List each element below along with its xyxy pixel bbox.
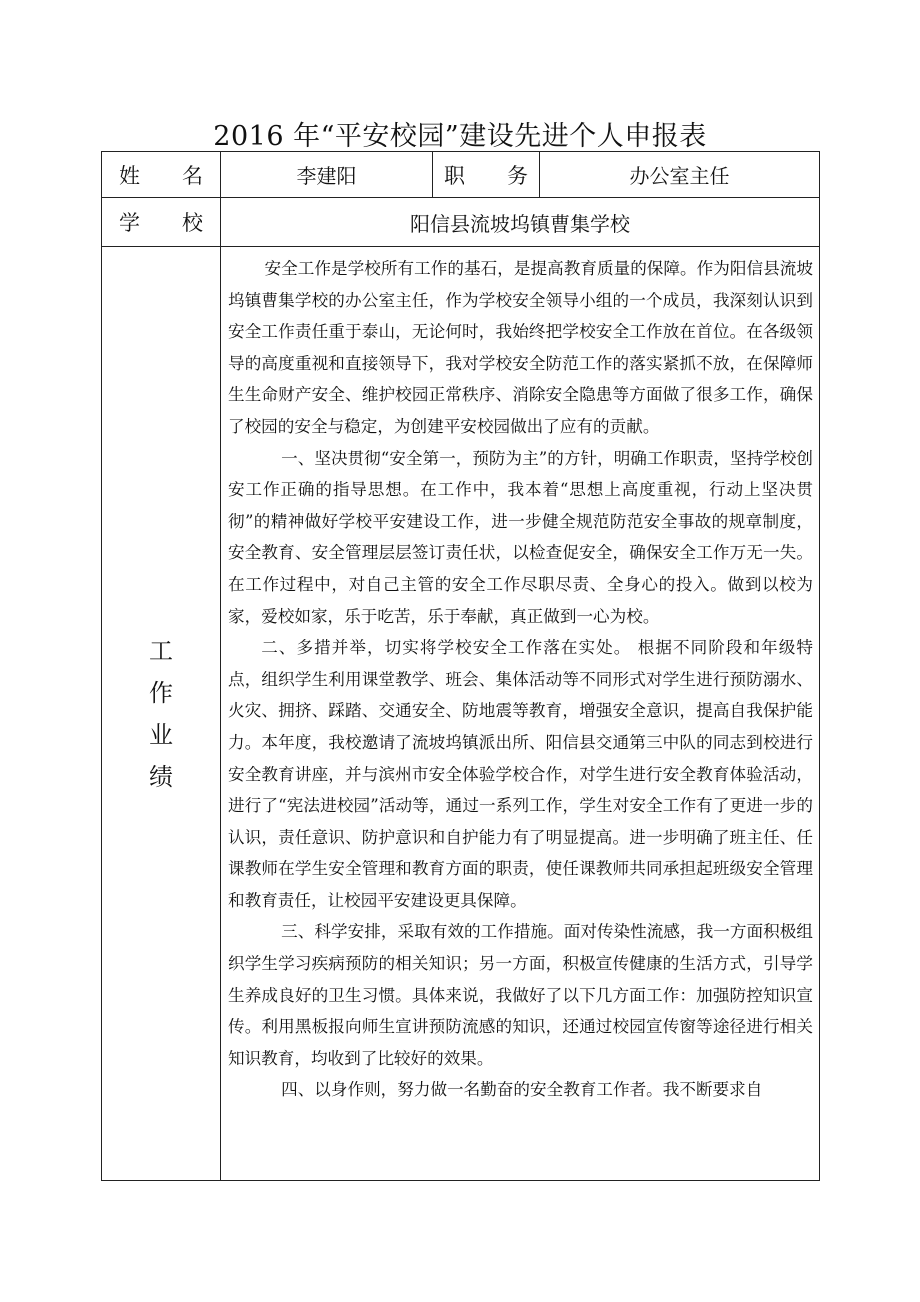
name-value: 李建阳 <box>221 152 433 198</box>
achievements-label-char: 工 <box>149 636 173 665</box>
achievements-content <box>221 247 820 1181</box>
name-row <box>102 152 820 198</box>
achievements-label-char: 作 <box>149 678 173 707</box>
achievements-paragraph: 三、科学安排，采取有效的工作措施。面对传染性流感，我一方面积极组织学生学习疾病预防的相关知识；另一方面，积极宣传健康的生活方式，引导学生养成良好的卫生习惯。具体来说，我做好了以下几方面工作：加强防控知识宣传。利用黑板报向师生宣讲预防流感的知识，还通过校园宣传窗等途径进行相关知识教育，均收到了比较好的效果。 <box>228 922 813 1068</box>
achievements-paragraph: 四、以身作则，努力做一名勤奋的安全教育工作者。我不断要求自 <box>281 1080 763 1100</box>
achievements-label <box>102 247 221 1181</box>
school-label: 学 校 <box>102 198 221 247</box>
achievements-paragraph: 一、坚决贯彻“安全第一，预防为主”的方针，明确工作职责，坚持学校创安工作正确的指导思想。在工作中，我本着“思想上高度重视，行动上坚决贯彻”的精神做好学校平安建设工作，进一步健全规范防范安全事故的规章制度，安全教育、安全管理层层签订责任状，以检查促安全，确保安全工作万无一失。在工作过程中，对自己主管的安全工作尽职尽责、全身心的投入。做到以校为家，爱校如家，乐于吃苦，乐于奉献，真正做到一心为校。 <box>228 448 813 626</box>
school-value: 阳信县流坡坞镇曹集学校 <box>221 198 820 247</box>
achievements-row <box>102 247 820 1181</box>
form-title: 2016 年“平安校园”建设先进个人申报表 <box>213 121 707 152</box>
name-label: 姓 名 <box>102 152 221 198</box>
achievements-label-char: 绩 <box>149 762 173 791</box>
achievements-paragraph: 安全工作是学校所有工作的基石，是提高教育质量的保障。作为阳信县流坡坞镇曹集学校的办公室主任，作为学校安全领导小组的一个成员，我深刻认识到安全工作责任重于泰山，无论何时，我始终把学校安全工作放在首位。在各级领导的高度重视和直接领导下，我对学校安全防范工作的落实紧抓不放，在保障师生生命财产安全、维护校园正常秩序、消除安全隐患等方面做了很多工作，确保了校园的安全与稳定，为创建平安校园做出了应有的贡献。 <box>228 259 813 436</box>
application-form-table <box>101 151 820 1181</box>
achievements-paragraph: 二、多措并举，切实将学校安全工作落在实处。 根据不同阶段和年级特点，组织学生利用课堂教学、班会、集体活动等不同形式对学生进行预防溺水、火灾、拥挤、踩踏、交通安全、防地震等教育，增强安全意识，提高自我保护能力。本年度，我校邀请了流坡坞镇派出所、阳信县交通第三中队的同志到校进行安全教育讲座，并与滨州市安全体验学校合作，对学生进行安全教育体验活动，进行了“宪法进校园”活动等，通过一系列工作，学生对安全工作有了更进一步的认识，责任意识、防护意识和自护能力有了明显提高。进一步明确了班主任、任课教师在学生安全管理和教育方面的职责，使任课教师共同承担起班级安全管理和教育责任，让校园平安建设更具保障。 <box>228 638 813 910</box>
school-row <box>102 198 820 247</box>
position-label: 职 务 <box>433 152 540 198</box>
achievements-label-char: 业 <box>149 720 173 749</box>
position-value: 办公室主任 <box>540 152 820 198</box>
